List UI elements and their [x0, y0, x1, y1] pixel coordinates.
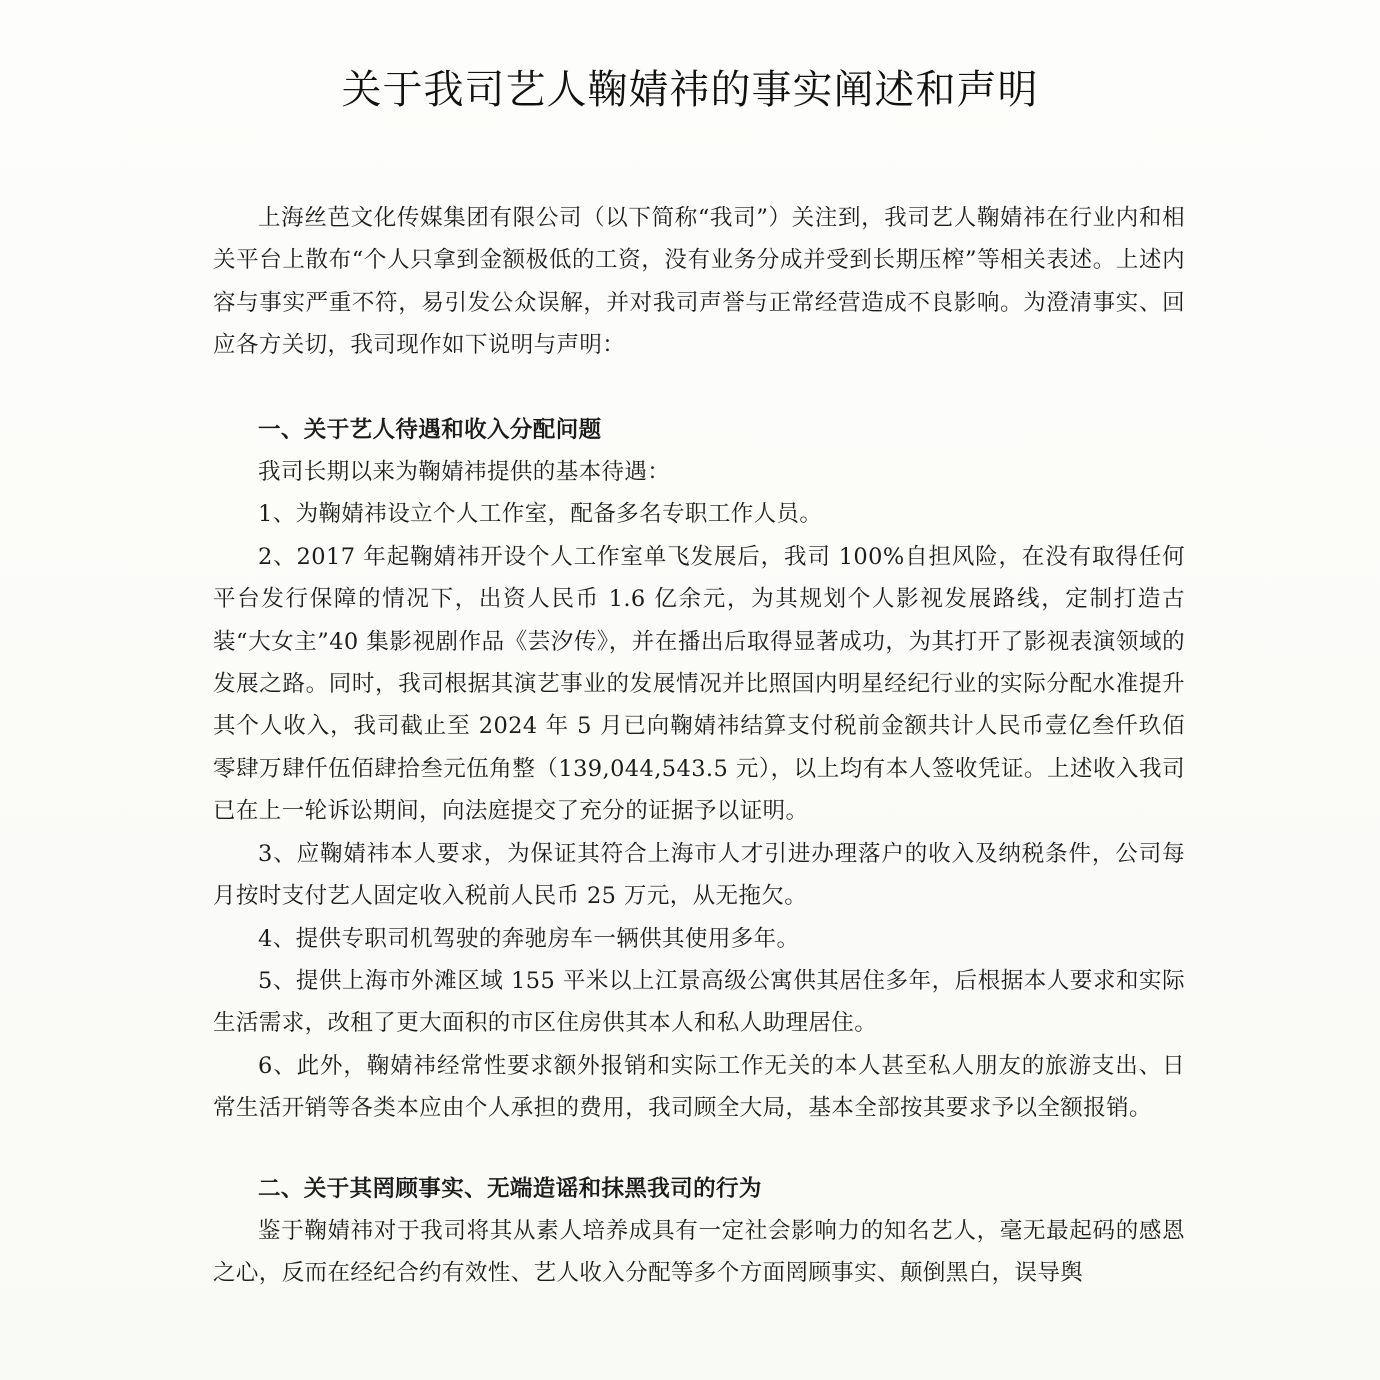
section-spacer [213, 1130, 1185, 1168]
document-title: 关于我司艺人鞠婧祎的事实阐述和声明 [341, 67, 1039, 113]
list-item-6: 6、此外，鞠婧祎经常性要求额外报销和实际工作无关的本人甚至私人朋友的旅游支出、日常生活开销等各类本应由个人承担的费用，我司顾全大局，基本全部按其要求予以全额报销。 [213, 1052, 1185, 1122]
document-body [213, 197, 1185, 1295]
list-item-3: 3、应鞠婧祎本人要求，为保证其符合上海市人才引进办理落户的收入及纳税条件，公司每月按时支付艺人固定收入税前人民币 25 万元，从无拖欠。 [213, 840, 1185, 910]
section-1-lead: 我司长期以来为鞠婧祎提供的基本待遇： [258, 459, 671, 486]
list-item-2: 2、2017 年起鞠婧祎开设个人工作室单飞发展后，我司 100%自担风险，在没有取得任何平台发行保障的情况下，出资人民币 1.6 亿余元，为其规划个人影视发展路线，定制打造古装“大女主”40 集影视剧作品《芸汐传》，并在播出后取得显著成功，为其打开了影视表演领域的发展之路。同时，我司根据其演艺事业的发展情况并比照国内明星经纪行业的实际分配水准提升其个人收入，我司截止至 2024 年 5 月已向鞠婧祎结算支付税前金额共计人民币壹亿叁仟玖佰零肆万肆仟伍佰肆拾叁元伍角整（139,044,543.5 元），以上均有本人签收凭证。上述收入我司已在上一轮诉讼期间，向法庭提交了充分的证据予以证明。 [213, 543, 1185, 825]
section-spacer [213, 367, 1185, 409]
list-item-4: 4、提供专职司机驾驶的奔驰房车一辆供其使用多年。 [258, 925, 800, 952]
section-2-heading: 二、关于其罔顾事实、无端造谣和抹黑我司的行为 [258, 1175, 762, 1202]
section-2-paragraph: 鉴于鞠婧祎对于我司将其从素人培养成具有一定社会影响力的知名艺人，毫无最起码的感恩之心，反而在经纪合约有效性、艺人收入分配等多个方面罔顾事实、颠倒黑白，误导舆 [213, 1217, 1185, 1287]
list-item-5: 5、提供上海市外滩区域 155 平米以上江景高级公寓供其居住多年，后根据本人要求和实际生活需求，改租了更大面积的市区住房供其本人和私人助理居住。 [213, 967, 1185, 1037]
list-item-1: 1、为鞠婧祎设立个人工作室，配备多名专职工作人员。 [258, 501, 823, 528]
intro-paragraph: 上海丝芭文化传媒集团有限公司（以下简称“我司”）关注到，我司艺人鞠婧祎在行业内和相关平台上散布“个人只拿到金额极低的工资，没有业务分成并受到长期压榨”等相关表述。上述内容与事实严重不符，易引发公众误解，并对我司声誉与正常经营造成不良影响。为澄清事实、回应各方关切，我司现作如下说明与声明： [213, 205, 1185, 359]
section-1-heading: 一、关于艺人待遇和收入分配问题 [258, 416, 602, 443]
